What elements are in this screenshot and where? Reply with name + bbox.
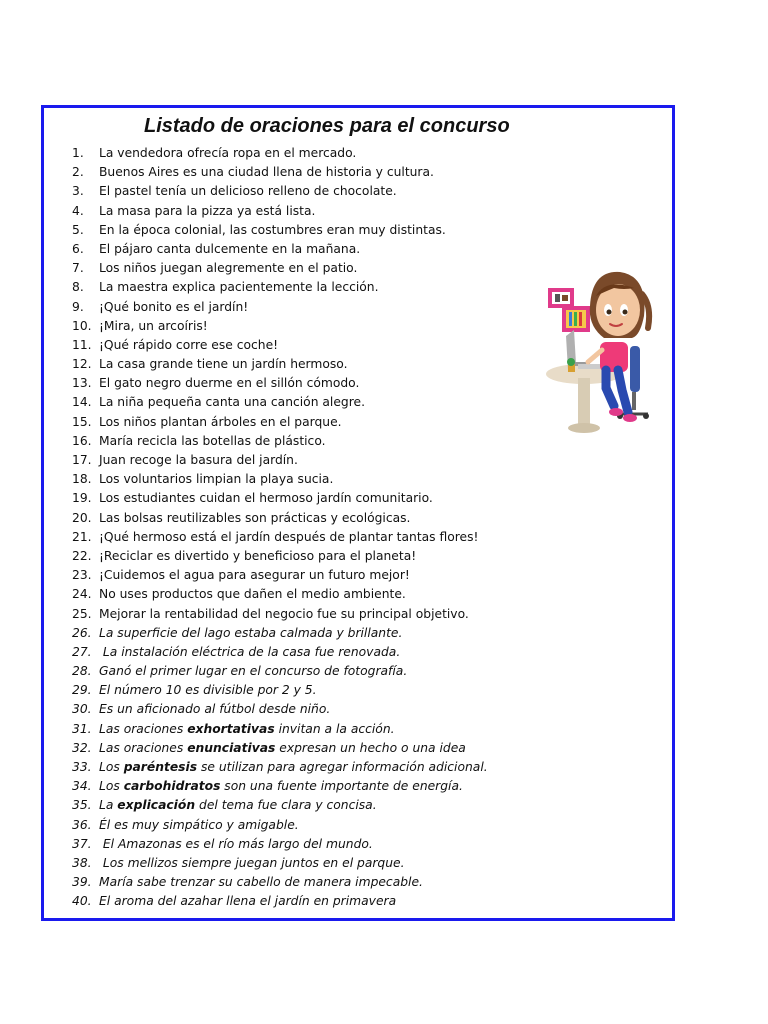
- sentence-text: El Amazonas es el río más largo del mundo.: [99, 836, 373, 851]
- sentence-number: 22.: [72, 548, 92, 563]
- sentence-item: [72, 662, 488, 681]
- sentence-number: 6.: [72, 241, 84, 256]
- sentence-text: La superficie del lago estaba calmada y brillante.: [99, 625, 403, 640]
- sentence-number: 21.: [72, 529, 92, 544]
- sentence-number: 33.: [72, 760, 92, 774]
- sentence-item: [72, 509, 488, 528]
- document-title: Listado de oraciones para el concurso: [144, 115, 510, 137]
- sentence-number: 25.: [72, 606, 92, 621]
- sentence-text: invitan a la acción.: [274, 721, 395, 736]
- sentence-item: [72, 298, 488, 317]
- sentence-number: 7.: [72, 261, 84, 276]
- sentence-text: Los mellizos siempre juegan juntos en el parque.: [99, 855, 405, 870]
- sentence-text: ¡Qué hermoso está el jardín después de plantar tantas flores!: [99, 529, 479, 544]
- sentence-text: Él es muy simpático y amigable.: [99, 817, 299, 832]
- sentence-keyword: paréntesis: [123, 760, 198, 774]
- sentence-text: La niña pequeña canta una canción alegre.: [99, 395, 365, 410]
- sentence-keyword: exhortativas: [187, 721, 275, 736]
- sentence-item: [72, 643, 488, 662]
- sentence-keyword: enunciativas: [187, 740, 276, 755]
- sentence-number: 26.: [72, 625, 92, 640]
- sentence-item: [72, 547, 488, 566]
- sentence-text: Los estudiantes cuidan el hermoso jardín comunitario.: [99, 491, 433, 506]
- sentence-number: 27.: [72, 644, 92, 659]
- sentence-text: La masa para la pizza ya está lista.: [99, 203, 316, 218]
- sentence-text: Los voluntarios limpian la playa sucia.: [99, 472, 334, 487]
- sentence-item: [72, 758, 488, 777]
- sentence-item: [72, 240, 488, 259]
- sentence-number: 34.: [72, 779, 92, 794]
- sentence-item: [72, 393, 488, 412]
- sentence-item: [72, 413, 488, 432]
- sentence-text: La vendedora ofrecía ropa en el mercado.: [99, 146, 357, 160]
- sentence-number: 29.: [72, 683, 92, 698]
- sentence-item: [72, 489, 488, 508]
- sentence-number: 3.: [72, 184, 84, 199]
- sentence-number: 30.: [72, 702, 92, 717]
- sentence-text: El gato negro duerme en el sillón cómodo.: [99, 376, 360, 391]
- sentence-text: ¡Qué bonito es el jardín!: [99, 299, 249, 314]
- sentence-number: 23.: [72, 568, 92, 583]
- sentence-item: [72, 873, 488, 892]
- sentence-text: ¡Qué rápido corre ese coche!: [99, 337, 279, 352]
- sentence-number: 19.: [72, 491, 92, 506]
- sentence-item: [72, 182, 488, 201]
- sentence-text: El pastel tenía un delicioso relleno de chocolate.: [99, 184, 397, 199]
- sentence-item: [72, 221, 488, 240]
- sentence-item: [72, 796, 488, 815]
- sentence-text: Es un aficionado al fútbol desde niño.: [99, 702, 331, 717]
- sentence-item: [72, 566, 488, 585]
- sentence-number: 38.: [72, 855, 92, 870]
- sentence-item: [72, 278, 488, 297]
- sentence-number: 5.: [72, 222, 84, 237]
- sentence-text: Las bolsas reutilizables son prácticas y ecológicas.: [99, 510, 411, 525]
- sentence-text: El pájaro canta dulcemente en la mañana.: [99, 241, 361, 256]
- sentence-number: 24.: [72, 587, 92, 602]
- sentence-number: 10.: [72, 318, 92, 333]
- sentence-item: [72, 777, 488, 796]
- sentence-text: ¡Mira, un arcoíris!: [99, 318, 208, 333]
- sentence-number: 32.: [72, 740, 92, 755]
- sentence-number: 15.: [72, 414, 92, 429]
- sentence-text: En la época colonial, las costumbres eran muy distintas.: [99, 222, 446, 237]
- sentence-item: [72, 585, 488, 604]
- sentence-number: 2.: [72, 165, 84, 180]
- sentence-text: Mejorar la rentabilidad del negocio fue su principal objetivo.: [99, 606, 469, 621]
- sentence-text: El aroma del azahar llena el jardín en primavera: [99, 894, 397, 909]
- sentence-item: [72, 700, 488, 719]
- sentence-number: 40.: [72, 894, 92, 909]
- sentence-number: 12.: [72, 357, 92, 372]
- sentence-text: María recicla las botellas de plástico.: [99, 433, 326, 448]
- sentence-text: La instalación eléctrica de la casa fue renovada.: [99, 644, 401, 659]
- sentence-keyword: explicación: [117, 798, 196, 813]
- sentence-number: 14.: [72, 395, 92, 410]
- sentence-keyword: carbohidratos: [123, 779, 221, 794]
- sentence-item: [72, 470, 488, 489]
- sentence-item: [72, 259, 488, 278]
- sentence-item: [72, 835, 488, 854]
- sentence-number: 17.: [72, 453, 92, 467]
- sentence-item: [72, 317, 488, 336]
- sentence-item: [72, 355, 488, 374]
- sentence-text: Los niños juegan alegremente en el patio.: [99, 261, 358, 276]
- sentence-number: 36.: [72, 817, 92, 832]
- sentence-number: 9.: [72, 299, 84, 314]
- sentence-number: 8.: [72, 280, 84, 295]
- girl-at-computer-icon: [544, 266, 654, 438]
- sentence-text: del tema fue clara y concisa.: [195, 798, 377, 813]
- sentence-text: Los niños plantan árboles en el parque.: [99, 414, 342, 429]
- sentence-number: 28.: [72, 664, 92, 679]
- sentence-number: 18.: [72, 472, 92, 487]
- sentence-number: 1.: [72, 146, 84, 160]
- sentence-item: [72, 374, 488, 393]
- sentence-text: Juan recoge la basura del jardín.: [99, 453, 298, 467]
- sentence-item: [72, 681, 488, 700]
- sentence-text: Los: [99, 760, 124, 774]
- sentence-item: [72, 892, 488, 911]
- sentence-item: [72, 202, 488, 221]
- sentence-item: [72, 816, 488, 835]
- sentence-item: [72, 624, 488, 643]
- sentence-number: 37.: [72, 836, 92, 851]
- sentence-item: [72, 144, 488, 163]
- sentence-item: [72, 605, 488, 624]
- sentence-item: [72, 432, 488, 451]
- sentence-text: Las oraciones: [99, 740, 188, 755]
- sentence-item: [72, 854, 488, 873]
- sentence-item: [72, 739, 488, 758]
- sentence-text: La maestra explica pacientemente la lección.: [99, 280, 379, 295]
- sentence-text: Ganó el primer lugar en el concurso de fotografía.: [99, 664, 408, 679]
- sentence-item: [72, 720, 488, 739]
- sentence-text: Las oraciones: [99, 721, 188, 736]
- sentence-text: son una fuente importante de energía.: [220, 779, 463, 794]
- sentence-text: La: [99, 798, 118, 813]
- sentence-number: 16.: [72, 433, 92, 448]
- sentence-text: Los: [99, 779, 124, 794]
- sentence-text: No uses productos que dañen el medio ambiente.: [99, 587, 406, 602]
- sentence-text: expresan un hecho o una idea: [275, 740, 466, 755]
- sentence-text: se utilizan para agregar información adicional.: [197, 760, 488, 774]
- sentence-text: El número 10 es divisible por 2 y 5.: [99, 683, 317, 698]
- sentence-number: 35.: [72, 798, 92, 813]
- sentence-item: [72, 163, 488, 182]
- sentence-text: María sabe trenzar su cabello de manera impecable.: [99, 875, 423, 890]
- sentence-text: Buenos Aires es una ciudad llena de historia y cultura.: [99, 165, 434, 180]
- sentence-number: 13.: [72, 376, 92, 391]
- sentence-number: 20.: [72, 510, 92, 525]
- sentence-number: 11.: [72, 337, 92, 352]
- sentence-item: [72, 336, 488, 355]
- sentence-number: 4.: [72, 203, 84, 218]
- sentence-number: 31.: [72, 721, 92, 736]
- sentence-list: [72, 144, 488, 912]
- sentence-text: ¡Reciclar es divertido y beneficioso para el planeta!: [99, 548, 417, 563]
- sentence-item: [72, 451, 488, 470]
- document-frame: [41, 105, 675, 921]
- sentence-text: La casa grande tiene un jardín hermoso.: [99, 357, 348, 372]
- sentence-text: ¡Cuidemos el agua para asegurar un futuro mejor!: [99, 568, 410, 583]
- sentence-number: 39.: [72, 875, 92, 890]
- sentence-item: [72, 528, 488, 547]
